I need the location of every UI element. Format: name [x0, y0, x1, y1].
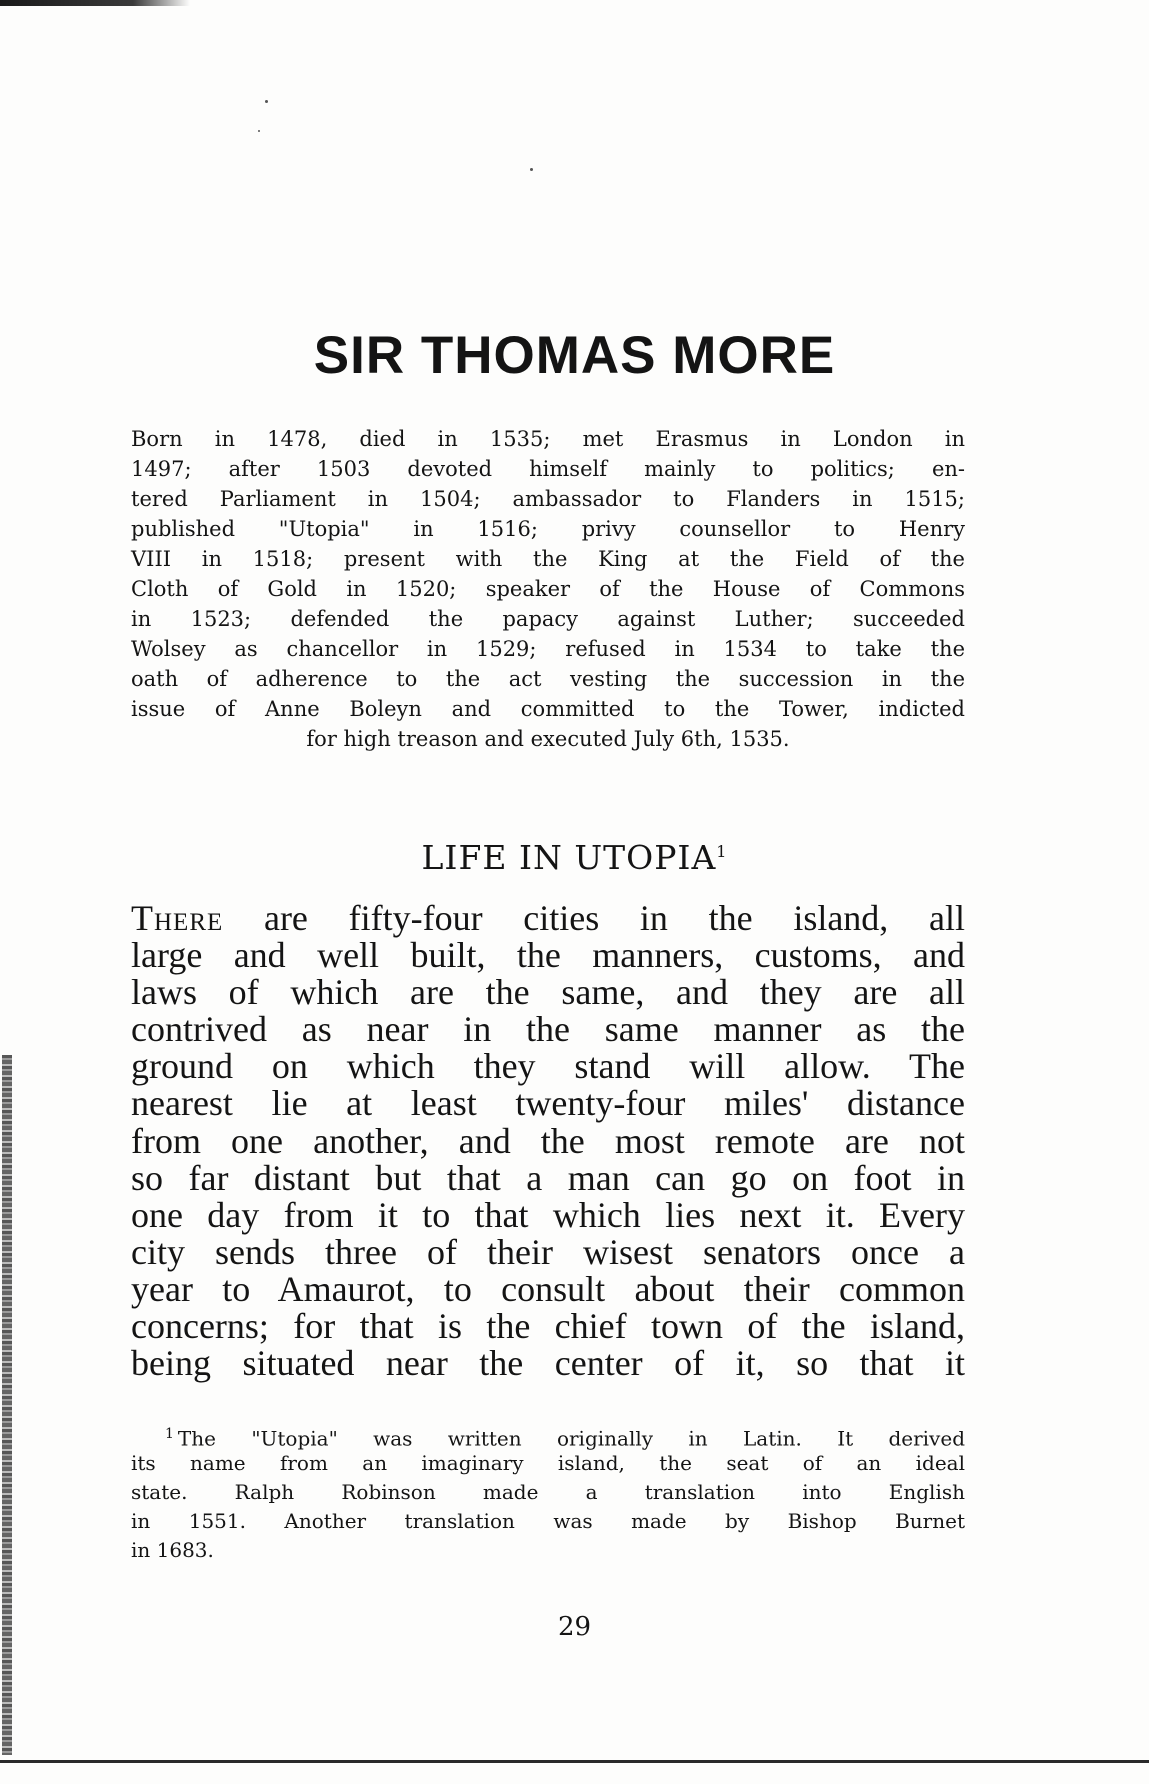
biography-line: Wolsey as chancellor in 1529; refused in 1534 to take the	[131, 637, 965, 661]
biography-line: published "Utopia" in 1516; privy counsellor to Henry	[131, 517, 965, 541]
body-line: so far distant but that a man can go on foot in	[131, 1157, 965, 1198]
biography-line: tered Parliament in 1504; ambassador to Flanders in 1515;	[131, 487, 965, 511]
page-number: 29	[557, 1612, 592, 1642]
body-line: large and well built, the manners, customs, and	[131, 935, 965, 976]
scan-speck	[530, 168, 533, 171]
body-line	[131, 900, 965, 937]
biography-line: VIII in 1518; present with the King at the Field of the	[131, 547, 965, 571]
footnote-line-text: The "Utopia" was written originally in Latin. It derived	[177, 1426, 965, 1451]
footnote-line	[131, 1420, 965, 1449]
biography-line: issue of Anne Boleyn and committed to the Tower, indicted	[131, 697, 965, 721]
footnote-line: in 1683.	[131, 1538, 214, 1562]
scan-artifact-left-edge	[2, 1055, 12, 1755]
biography-line: Cloth of Gold in 1520; speaker of the House of Commons	[131, 577, 965, 601]
body-line: one day from it to that which lies next it. Every	[131, 1194, 965, 1235]
body-paragraph	[131, 900, 965, 1382]
body-line: ground on which they stand will allow. The	[131, 1046, 965, 1087]
scan-artifact-top	[0, 0, 190, 6]
section-heading	[0, 838, 1149, 877]
biography-paragraph	[131, 424, 965, 754]
body-line: city sends three of their wisest senators once a	[131, 1231, 965, 1272]
scan-speck	[265, 100, 268, 103]
biography-line: for high treason and executed July 6th, 1535.	[306, 727, 790, 751]
body-line-text: are fifty-four cities in the island, all	[223, 898, 965, 938]
biography-line: Born in 1478, died in 1535; met Erasmus in London in	[131, 427, 965, 451]
page-title: SIR THOMAS MORE	[313, 326, 836, 385]
biography-line: oath of adherence to the act vesting the succession in the	[131, 667, 965, 691]
footnote	[131, 1420, 965, 1565]
body-line: laws of which are the same, and they are all	[131, 972, 965, 1013]
scan-speck	[258, 130, 260, 132]
section-heading-text: LIFE IN UTOPIA	[421, 838, 717, 877]
body-line: concerns; for that is the chief town of the island,	[131, 1306, 965, 1347]
body-line: year to Amaurot, to consult about their common	[131, 1268, 965, 1309]
footnote-marker: 1	[165, 1426, 174, 1442]
body-line: being situated near the center of it, so that it	[131, 1343, 965, 1384]
drop-word: There	[131, 898, 224, 938]
body-line: nearest lie at least twenty-four miles' distance	[131, 1083, 965, 1124]
footnote-reference: 1	[716, 842, 728, 861]
scan-artifact-bottom-line	[0, 1760, 1149, 1763]
body-line: contrived as near in the same manner as the	[131, 1009, 965, 1050]
footnote-line: state. Ralph Robinson made a translation into English	[131, 1480, 965, 1504]
footnote-line: its name from an imaginary island, the seat of an ideal	[131, 1451, 965, 1475]
body-line: from one another, and the most remote are not	[131, 1120, 965, 1161]
footnote-line: in 1551. Another translation was made by Bishop Burnet	[131, 1509, 965, 1533]
biography-line: 1497; after 1503 devoted himself mainly to politics; en-	[131, 457, 965, 481]
biography-line: in 1523; defended the papacy against Luther; succeeded	[131, 607, 965, 631]
